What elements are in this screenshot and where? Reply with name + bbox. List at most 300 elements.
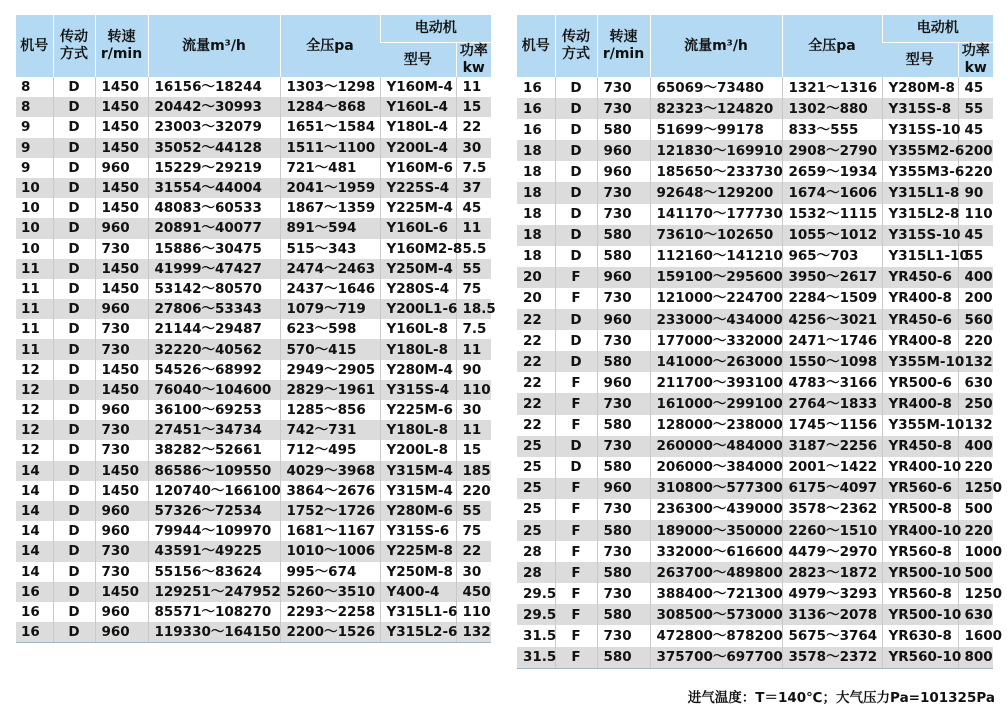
cell-motor-model: Y160M-4 (380, 77, 456, 97)
cell-motor-model: Y315L1-8 (882, 182, 958, 203)
cell-pressure: 4979～3293 (782, 583, 882, 604)
cell-motor-model: YR560-8 (882, 583, 958, 604)
cell-speed: 730 (597, 541, 650, 562)
cell-motor-model: Y200L-8 (380, 440, 456, 460)
cell-motor-model: Y315M-4 (380, 481, 456, 501)
cell-speed: 730 (597, 583, 650, 604)
cell-flow: 159100～295600 (650, 267, 782, 288)
cell-flow: 129251～247952 (148, 582, 280, 602)
table-row (16, 259, 491, 279)
cell-drive: D (555, 309, 597, 330)
table-row (16, 541, 491, 561)
cell-speed: 730 (597, 182, 650, 203)
cell-power: 45 (958, 225, 993, 246)
cell-drive: F (555, 288, 597, 309)
table-row (517, 182, 993, 203)
cell-fan-no: 14 (21, 523, 40, 540)
cell-motor-model: Y160L-6 (380, 218, 456, 238)
table-row (16, 239, 491, 259)
cell-speed: 1450 (95, 481, 148, 501)
cell-speed: 580 (597, 415, 650, 436)
cell-drive: D (53, 562, 95, 582)
cell-drive: F (555, 541, 597, 562)
cell-power: 7.5 (456, 319, 491, 339)
table-row (16, 602, 491, 622)
cell-drive: D (555, 140, 597, 161)
table-row (517, 604, 993, 625)
cell-drive: F (555, 562, 597, 583)
cell-fan-no: 29.5 (523, 585, 557, 602)
cell-pressure: 1674～1606 (782, 182, 882, 203)
cell-power: 5.5 (456, 239, 491, 259)
cell-fan-no: 16 (21, 603, 40, 620)
conditions-footnote: 进气温度：T＝140℃；大气压力Pa=101325Pa (687, 690, 995, 706)
cell-drive: D (53, 117, 95, 137)
cell-fan-no: 18 (523, 248, 542, 265)
cell-drive: F (555, 415, 597, 436)
cell-fan-no: 12 (21, 361, 40, 378)
cell-motor-model: Y315S-8 (882, 98, 958, 119)
cell-power: 11 (456, 420, 491, 440)
table-row (517, 330, 993, 351)
cell-motor-model: YR500-6 (882, 372, 958, 393)
cell-fan-no: 12 (21, 442, 40, 459)
cell-flow: 185650～233730 (650, 161, 782, 182)
table-row (16, 138, 491, 158)
cell-drive: F (555, 372, 597, 393)
header-pressure: 全压pa (782, 15, 882, 77)
cell-power: 110 (958, 204, 993, 225)
cell-power: 55 (958, 98, 993, 119)
cell-flow: 21144～29487 (148, 319, 280, 339)
cell-fan-no: 14 (21, 563, 40, 580)
cell-pressure: 1284～868 (280, 97, 380, 117)
cell-flow: 86586～109550 (148, 461, 280, 481)
cell-power: 630 (958, 604, 993, 625)
cell-pressure: 2823～1872 (782, 562, 882, 583)
cell-power: 400 (958, 267, 993, 288)
cell-motor-model: YR630-8 (882, 625, 958, 646)
cell-flow: 48083～60533 (148, 198, 280, 218)
cell-flow: 38282～52661 (148, 440, 280, 460)
cell-fan-no: 28 (523, 543, 542, 560)
cell-flow: 128000～238000 (650, 415, 782, 436)
cell-drive: D (53, 178, 95, 198)
cell-speed: 730 (95, 339, 148, 359)
cell-motor-model: Y315L2-6 (380, 622, 456, 643)
cell-drive: D (53, 279, 95, 299)
cell-motor-model: Y280M-4 (380, 360, 456, 380)
table-row (517, 98, 993, 119)
cell-pressure: 5260～3510 (280, 582, 380, 602)
cell-speed: 1450 (95, 582, 148, 602)
cell-motor-model: YR500-8 (882, 499, 958, 520)
cell-speed: 730 (597, 625, 650, 646)
cell-speed: 730 (95, 541, 148, 561)
cell-pressure: 965～703 (782, 246, 882, 267)
cell-fan-no: 12 (21, 402, 40, 419)
cell-pressure: 2829～1961 (280, 380, 380, 400)
header-speed: 转速 r/min (95, 15, 148, 77)
table-row (517, 647, 993, 669)
cell-drive: D (555, 225, 597, 246)
cell-motor-model: Y180L-4 (380, 117, 456, 137)
cell-drive: D (53, 400, 95, 420)
cell-power: 15 (456, 97, 491, 117)
table-row (16, 117, 491, 137)
cell-power: 11 (456, 339, 491, 359)
fan-spec-table-left (16, 15, 496, 643)
cell-motor-model: YR560-6 (882, 478, 958, 499)
cell-flow: 121830～169910 (650, 140, 782, 161)
cell-fan-no: 8 (16, 97, 53, 117)
cell-motor-model: YR400-10 (882, 520, 958, 541)
cell-motor-model: YR450-6 (882, 309, 958, 330)
cell-speed: 960 (95, 521, 148, 541)
table-row (16, 279, 491, 299)
cell-motor-model: YR400-10 (882, 457, 958, 478)
table-row (16, 582, 491, 602)
table-row (16, 521, 491, 541)
table-row (16, 501, 491, 521)
cell-flow: 308500～573000 (650, 604, 782, 625)
cell-drive: D (555, 161, 597, 182)
cell-drive: D (53, 521, 95, 541)
cell-motor-model: Y315S-10 (882, 225, 958, 246)
cell-flow: 211700～393100 (650, 372, 782, 393)
cell-fan-no: 22 (523, 417, 542, 434)
cell-drive: D (53, 299, 95, 319)
table-row (16, 218, 491, 238)
cell-flow: 263700～489800 (650, 562, 782, 583)
cell-flow: 73610～102650 (650, 225, 782, 246)
cell-speed: 730 (95, 440, 148, 460)
cell-motor-model: Y400-4 (380, 582, 456, 602)
cell-drive: D (555, 77, 597, 98)
cell-speed: 730 (597, 288, 650, 309)
cell-speed: 730 (597, 204, 650, 225)
cell-flow: 32220～40562 (148, 339, 280, 359)
cell-flow: 92648～129200 (650, 182, 782, 203)
table-row (16, 400, 491, 420)
cell-pressure: 1010～1006 (280, 541, 380, 561)
cell-drive: D (53, 158, 95, 178)
cell-pressure: 1302～880 (782, 98, 882, 119)
cell-motor-model: Y355M2-6 (882, 140, 958, 161)
cell-flow: 189000～350000 (650, 520, 782, 541)
cell-flow: 41999～47427 (148, 259, 280, 279)
cell-speed: 960 (597, 267, 650, 288)
cell-speed: 730 (597, 436, 650, 457)
cell-fan-no: 18 (517, 182, 555, 203)
header-motor: 电动机 (882, 15, 993, 43)
cell-drive: F (555, 625, 597, 646)
cell-fan-no: 28 (517, 562, 555, 583)
cell-power: 1000 (958, 541, 993, 562)
cell-fan-no: 25 (523, 501, 542, 518)
cell-speed: 580 (597, 119, 650, 140)
cell-flow: 388400～721300 (650, 583, 782, 604)
cell-fan-no: 22 (523, 332, 542, 349)
cell-drive: F (555, 583, 597, 604)
cell-pressure: 515～343 (280, 239, 380, 259)
cell-motor-model: Y225M-6 (380, 400, 456, 420)
cell-motor-model: Y225M-4 (380, 198, 456, 218)
cell-drive: D (53, 198, 95, 218)
cell-power: 132 (958, 351, 993, 372)
header-power: 功率kw (456, 43, 491, 78)
cell-motor-model: YR400-8 (882, 393, 958, 414)
header-drive: 传动 方式 (555, 15, 597, 77)
table-row (16, 461, 491, 481)
cell-fan-no: 12 (16, 380, 53, 400)
cell-speed: 580 (597, 225, 650, 246)
cell-pressure: 1550～1098 (782, 351, 882, 372)
header-pressure: 全压pa (280, 15, 380, 77)
cell-power: 22 (456, 541, 491, 561)
cell-pressure: 2260～1510 (782, 520, 882, 541)
table-row (517, 204, 993, 225)
cell-pressure: 995～674 (280, 562, 380, 582)
cell-fan-no: 31.5 (523, 627, 557, 644)
cell-power: 630 (958, 372, 993, 393)
cell-pressure: 5675～3764 (782, 625, 882, 646)
header-flow: 流量m³/h (148, 15, 280, 77)
cell-drive: D (53, 380, 95, 400)
cell-flow: 55156～83624 (148, 562, 280, 582)
cell-motor-model: YR500-10 (882, 604, 958, 625)
cell-pressure: 833～555 (782, 119, 882, 140)
header-fan-no: 机号 (16, 15, 53, 77)
cell-motor-model: Y225M-8 (380, 541, 456, 561)
cell-speed: 1450 (95, 97, 148, 117)
cell-drive: D (555, 436, 597, 457)
cell-drive: D (53, 138, 95, 158)
cell-power: 200 (958, 140, 993, 161)
cell-speed: 730 (597, 77, 650, 98)
cell-speed: 1450 (95, 117, 148, 137)
cell-flow: 20442～30993 (148, 97, 280, 117)
cell-motor-model: Y355M-10 (882, 351, 958, 372)
cell-fan-no: 14 (16, 541, 53, 561)
cell-power: 1250 (958, 583, 993, 604)
table-row (16, 339, 491, 359)
cell-drive: D (53, 218, 95, 238)
cell-flow: 27451～34734 (148, 420, 280, 440)
cell-pressure: 1303～1298 (280, 77, 380, 97)
cell-pressure: 2284～1509 (782, 288, 882, 309)
cell-speed: 1450 (95, 198, 148, 218)
cell-power: 15 (456, 440, 491, 460)
cell-drive: D (555, 330, 597, 351)
cell-drive: D (555, 182, 597, 203)
cell-flow: 79944～109970 (148, 521, 280, 541)
cell-motor-model: Y315M-4 (380, 461, 456, 481)
table-row (517, 288, 993, 309)
cell-pressure: 2041～1959 (280, 178, 380, 198)
cell-motor-model: Y180L-8 (380, 420, 456, 440)
cell-drive: D (53, 77, 95, 97)
cell-power: 132 (958, 415, 993, 436)
cell-power: 30 (456, 400, 491, 420)
cell-flow: 121000～224700 (650, 288, 782, 309)
cell-drive: D (555, 119, 597, 140)
cell-speed: 1450 (95, 178, 148, 198)
table-row (16, 360, 491, 380)
cell-speed: 1450 (95, 279, 148, 299)
cell-motor-model: Y160M2-8 (380, 239, 456, 259)
cell-pressure: 742～731 (280, 420, 380, 440)
cell-pressure: 1532～1115 (782, 204, 882, 225)
header-power: 功率kw (958, 43, 993, 78)
table-row (517, 372, 993, 393)
table-row (517, 457, 993, 478)
cell-fan-no: 22 (523, 374, 542, 391)
cell-power: 560 (958, 309, 993, 330)
cell-power: 1600 (958, 625, 993, 646)
cell-drive: D (53, 339, 95, 359)
cell-motor-model: YR450-8 (882, 436, 958, 457)
cell-fan-no: 18 (523, 206, 542, 223)
cell-pressure: 2659～1934 (782, 161, 882, 182)
cell-fan-no: 16 (517, 98, 555, 119)
header-model: 型号 (380, 43, 456, 78)
cell-fan-no: 14 (16, 501, 53, 521)
cell-pressure: 3578～2372 (782, 647, 882, 669)
cell-fan-no: 8 (21, 79, 31, 96)
cell-flow: 141000～263000 (650, 351, 782, 372)
cell-drive: F (555, 499, 597, 520)
cell-fan-no: 29.5 (517, 604, 555, 625)
cell-speed: 730 (95, 319, 148, 339)
cell-speed: 580 (597, 246, 650, 267)
cell-power: 1250 (958, 478, 993, 499)
cell-fan-no: 16 (16, 622, 53, 643)
cell-drive: F (555, 520, 597, 541)
cell-speed: 580 (597, 647, 650, 669)
cell-power: 220 (958, 330, 993, 351)
cell-power: 75 (456, 279, 491, 299)
cell-power: 30 (456, 138, 491, 158)
cell-flow: 31554～44004 (148, 178, 280, 198)
cell-speed: 580 (597, 562, 650, 583)
cell-motor-model: Y280M-6 (380, 501, 456, 521)
cell-flow: 23003～32079 (148, 117, 280, 137)
cell-fan-no: 16 (523, 121, 542, 138)
cell-fan-no: 12 (16, 420, 53, 440)
cell-power: 90 (456, 360, 491, 380)
cell-speed: 960 (95, 400, 148, 420)
cell-flow: 53142～80570 (148, 279, 280, 299)
cell-motor-model: Y180L-8 (380, 339, 456, 359)
cell-drive: D (53, 97, 95, 117)
cell-motor-model: Y280S-4 (380, 279, 456, 299)
cell-flow: 472800～878200 (650, 625, 782, 646)
cell-fan-no: 10 (21, 240, 40, 257)
cell-power: 45 (456, 198, 491, 218)
cell-pressure: 623～598 (280, 319, 380, 339)
cell-pressure: 3136～2078 (782, 604, 882, 625)
cell-flow: 206000～384000 (650, 457, 782, 478)
cell-fan-no: 11 (21, 321, 40, 338)
table-row (16, 440, 491, 460)
cell-fan-no: 25 (517, 436, 555, 457)
cell-fan-no: 22 (517, 309, 555, 330)
cell-fan-no: 11 (16, 259, 53, 279)
cell-drive: D (53, 602, 95, 622)
cell-motor-model: Y315L1-10 (882, 246, 958, 267)
cell-power: 11 (456, 77, 491, 97)
cell-power: 30 (456, 562, 491, 582)
cell-drive: D (53, 622, 95, 643)
cell-drive: D (53, 541, 95, 561)
cell-motor-model: Y315S-10 (882, 119, 958, 140)
cell-power: 220 (958, 161, 993, 182)
cell-power: 37 (456, 178, 491, 198)
cell-pressure: 1055～1012 (782, 225, 882, 246)
table-row (16, 178, 491, 198)
cell-drive: D (53, 481, 95, 501)
cell-flow: 375700～697700 (650, 647, 782, 669)
cell-flow: 260000～484000 (650, 436, 782, 457)
cell-pressure: 1867～1359 (280, 198, 380, 218)
cell-speed: 730 (597, 98, 650, 119)
cell-drive: F (555, 267, 597, 288)
cell-flow: 161000～299100 (650, 393, 782, 414)
table-row (517, 583, 993, 604)
cell-drive: D (53, 582, 95, 602)
cell-flow: 85571～108270 (148, 602, 280, 622)
cell-pressure: 2474～2463 (280, 259, 380, 279)
cell-flow: 112160～141210 (650, 246, 782, 267)
cell-pressure: 2293～2258 (280, 602, 380, 622)
table-row (16, 319, 491, 339)
table-row (16, 158, 491, 178)
table-row (517, 77, 993, 98)
cell-drive: D (555, 246, 597, 267)
cell-power: 45 (958, 119, 993, 140)
cell-drive: D (53, 501, 95, 521)
cell-motor-model: Y225S-4 (380, 178, 456, 198)
cell-fan-no: 10 (16, 218, 53, 238)
cell-pressure: 4029～3968 (280, 461, 380, 481)
cell-speed: 960 (597, 478, 650, 499)
cell-power: 220 (958, 457, 993, 478)
cell-flow: 43591～49225 (148, 541, 280, 561)
cell-speed: 730 (95, 562, 148, 582)
cell-fan-no: 16 (523, 79, 542, 96)
cell-motor-model: Y355M3-6 (882, 161, 958, 182)
cell-pressure: 2908～2790 (782, 140, 882, 161)
header-drive: 传动 方式 (53, 15, 95, 77)
cell-pressure: 4783～3166 (782, 372, 882, 393)
cell-pressure: 3578～2362 (782, 499, 882, 520)
cell-motor-model: Y280M-8 (882, 77, 958, 98)
cell-motor-model: Y355M-10 (882, 415, 958, 436)
cell-speed: 960 (95, 158, 148, 178)
cell-power: 500 (958, 562, 993, 583)
cell-motor-model: Y160M-6 (380, 158, 456, 178)
cell-speed: 1450 (95, 138, 148, 158)
cell-pressure: 4256～3021 (782, 309, 882, 330)
table-row (517, 309, 993, 330)
table-row (517, 393, 993, 414)
cell-flow: 15229～29219 (148, 158, 280, 178)
header-fan-no: 机号 (517, 15, 555, 77)
cell-speed: 960 (597, 309, 650, 330)
cell-fan-no: 25 (517, 478, 555, 499)
cell-fan-no: 20 (523, 290, 542, 307)
